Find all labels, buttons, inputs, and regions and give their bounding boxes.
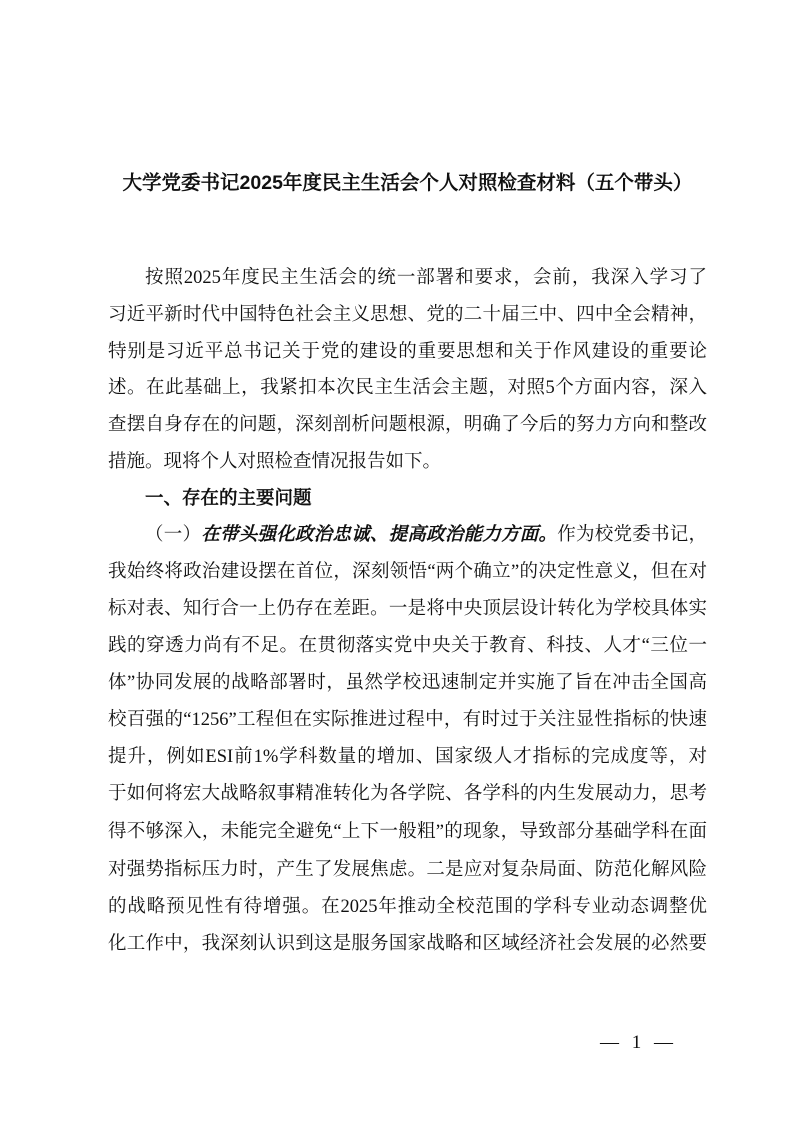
body-line: 体”协同发展的战略部署时，虽然学校迅速制定并实施了旨在冲击全国高 (108, 673, 707, 693)
intro-line: 查摆自身存在的问题，深刻剖析问题根源，明确了今后的努力方向和整改 (108, 415, 707, 435)
document-title: 大学党委书记2025年度民主生活会个人对照检查材料（五个带头） (122, 172, 693, 194)
subsection-number: （一） (145, 525, 202, 545)
subsection-heading: 在带头强化政治忠诚、提高政治能力方面。 (201, 525, 558, 545)
body-line: 校百强的“1256”工程但在实际推进过程中，有时过于关注显性指标的快速 (108, 710, 707, 730)
body-line: 标对表、知行合一上仍存在差距。一是将中央顶层设计转化为学校具体实 (108, 599, 707, 619)
intro-line: 特别是习近平总书记关于党的建设的重要思想和关于作风建设的重要论 (108, 342, 707, 362)
intro-line: 按照2025年度民主生活会的统一部署和要求，会前，我深入学习了 (145, 268, 707, 288)
section-heading: 一、存在的主要问题 (145, 487, 312, 508)
body-line: 对强势指标压力时，产生了发展焦虑。二是应对复杂局面、防范化解风险 (108, 860, 707, 880)
subsection-text: 作为校党委书记， (557, 525, 707, 545)
intro-line: 措施。现将个人对照检查情况报告如下。 (108, 452, 442, 472)
page-number: — 1 — (600, 1032, 677, 1053)
body-line: 提升，例如ESI前1%学科数量的增加、国家级人才指标的完成度等，对 (108, 747, 707, 767)
body-line: 的战略预见性有待增强。在2025年推动全校范围的学科专业动态调整优 (108, 897, 707, 917)
body-line: 得不够深入，未能完全避免“上下一般粗”的现象，导致部分基础学科在面 (108, 822, 707, 842)
body-line: 践的穿透力尚有不足。在贯彻落实党中央关于教育、科技、人才“三位一 (108, 636, 707, 656)
body-line: 于如何将宏大战略叙事精准转化为各学院、各学科的内生发展动力，思考 (108, 784, 707, 804)
subsection-first-line (145, 520, 707, 550)
intro-line: 述。在此基础上，我紧扣本次民主生活会主题，对照5个方面内容，深入 (108, 378, 707, 398)
body-line: 化工作中，我深刻认识到这是服务国家战略和区域经济社会发展的必然要 (108, 934, 707, 954)
body-line: 我始终将政治建设摆在首位，深刻领悟“两个确立”的决定性意义，但在对 (108, 562, 707, 582)
intro-line: 习近平新时代中国特色社会主义思想、党的二十届三中、四中全会精神， (108, 305, 707, 325)
